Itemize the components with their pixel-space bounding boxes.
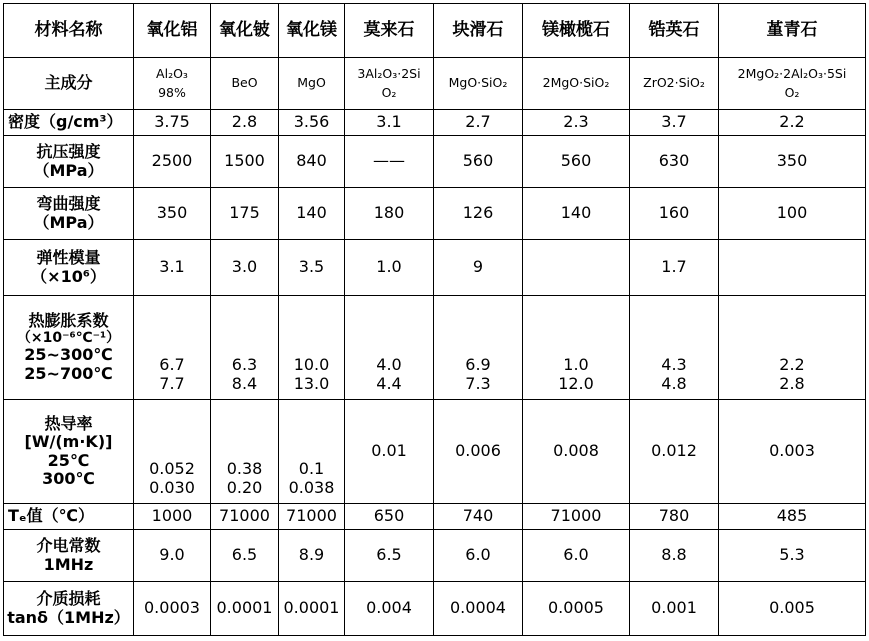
cell-loss: 0.0001 bbox=[279, 582, 345, 636]
comp-2-l1: MgO bbox=[297, 75, 326, 91]
cond-2-a: 0.1 bbox=[298, 459, 325, 479]
exp-7-b: 2.8 bbox=[779, 373, 805, 393]
material-properties-table bbox=[3, 3, 866, 636]
comp-7-l1: 2MgO₂·2Al₂O₃·5Si bbox=[737, 66, 847, 82]
row-elastic-modulus bbox=[4, 240, 866, 296]
cell-dielectric: 8.8 bbox=[630, 530, 719, 582]
cell-composition bbox=[719, 58, 866, 110]
exp-3-b: 4.4 bbox=[376, 373, 402, 393]
cell-compressive: 560 bbox=[523, 136, 630, 188]
exp-7-a: 2.2 bbox=[779, 355, 805, 375]
row-thermal-conductivity bbox=[4, 400, 866, 504]
label-thermal-expansion bbox=[4, 296, 134, 400]
label-conductivity-l3: 25℃ bbox=[47, 450, 90, 470]
cell-loss: 0.0004 bbox=[434, 582, 523, 636]
cell-bending: 175 bbox=[211, 188, 279, 240]
cond-1-b: 0.20 bbox=[226, 477, 263, 497]
row-composition bbox=[4, 58, 866, 110]
header-alumina bbox=[134, 4, 211, 58]
cell-bending: 180 bbox=[345, 188, 434, 240]
label-conductivity-l2: [W/(m·K)] bbox=[24, 432, 113, 452]
row-dielectric-loss bbox=[4, 582, 866, 636]
comp-3-l2: O₂ bbox=[381, 84, 397, 100]
comp-3-l1: 3Al₂O₃·2Si bbox=[357, 66, 421, 82]
cell-dielectric: 5.3 bbox=[719, 530, 866, 582]
label-modulus-l1: 弹性模量 bbox=[36, 248, 101, 268]
cell-modulus: 3.5 bbox=[279, 240, 345, 296]
label-elastic-modulus bbox=[4, 240, 134, 296]
row-compressive-strength bbox=[4, 136, 866, 188]
cell-composition bbox=[345, 58, 434, 110]
comp-6-l1: ZrO2·SiO₂ bbox=[643, 75, 705, 91]
cell-density: 2.8 bbox=[211, 110, 279, 136]
label-density: 密度（g/cm³） bbox=[4, 110, 134, 136]
header-magnesia bbox=[279, 4, 345, 58]
cell-bending: 140 bbox=[523, 188, 630, 240]
cell-expansion bbox=[134, 296, 211, 400]
cell-te: 1000 bbox=[134, 504, 211, 530]
cell-loss: 0.0005 bbox=[523, 582, 630, 636]
cell-bending: 140 bbox=[279, 188, 345, 240]
exp-6-b: 4.8 bbox=[661, 373, 687, 393]
cell-te: 740 bbox=[434, 504, 523, 530]
comp-1-l1: BeO bbox=[231, 75, 258, 91]
label-compressive-l2: （MPa） bbox=[33, 160, 104, 180]
cell-loss: 0.005 bbox=[719, 582, 866, 636]
label-expansion-l4: 25~700℃ bbox=[24, 363, 113, 383]
label-expansion-l1: 热膨胀系数 bbox=[28, 310, 109, 330]
label-expansion-l3: 25~300℃ bbox=[24, 345, 113, 365]
exp-6-a: 4.3 bbox=[661, 355, 687, 375]
cell-composition bbox=[434, 58, 523, 110]
cell-dielectric: 6.5 bbox=[211, 530, 279, 582]
cell-dielectric: 6.5 bbox=[345, 530, 434, 582]
cell-conductivity: 0.008 bbox=[523, 400, 630, 504]
cell-conductivity: 0.012 bbox=[630, 400, 719, 504]
cell-te: 650 bbox=[345, 504, 434, 530]
cell-dielectric: 8.9 bbox=[279, 530, 345, 582]
cell-te: 71000 bbox=[523, 504, 630, 530]
label-conductivity-l4: 300℃ bbox=[42, 468, 95, 488]
exp-0-b: 7.7 bbox=[159, 373, 185, 393]
cond-2-b: 0.038 bbox=[288, 477, 335, 497]
cell-compressive: 2500 bbox=[134, 136, 211, 188]
cell-te: 485 bbox=[719, 504, 866, 530]
cell-density: 2.2 bbox=[719, 110, 866, 136]
label-loss-l1: 介质损耗 bbox=[36, 589, 101, 609]
label-bending-l1: 弯曲强度 bbox=[36, 194, 101, 214]
cell-conductivity: 0.01 bbox=[345, 400, 434, 504]
comp-5-l1: 2MgO·SiO₂ bbox=[542, 75, 610, 91]
label-modulus-l2: （×10⁶） bbox=[31, 266, 106, 286]
cell-compressive: 840 bbox=[279, 136, 345, 188]
cell-bending: 126 bbox=[434, 188, 523, 240]
label-dielectric-loss bbox=[4, 582, 134, 636]
label-dielectric-constant bbox=[4, 530, 134, 582]
header-alumina-text: 氧化铝 bbox=[146, 19, 198, 40]
cell-density: 2.3 bbox=[523, 110, 630, 136]
row-bending-strength bbox=[4, 188, 866, 240]
comp-7-l2: O₂ bbox=[784, 84, 800, 100]
cell-modulus bbox=[719, 240, 866, 296]
cell-expansion bbox=[434, 296, 523, 400]
cell-composition bbox=[279, 58, 345, 110]
label-bending-strength bbox=[4, 188, 134, 240]
label-loss-l2: tanδ（1MHz） bbox=[7, 607, 130, 627]
cond-1-a: 0.38 bbox=[226, 459, 263, 479]
cell-conductivity bbox=[211, 400, 279, 504]
row-te-value bbox=[4, 504, 866, 530]
cell-density: 3.56 bbox=[279, 110, 345, 136]
cell-expansion bbox=[279, 296, 345, 400]
cell-dielectric: 6.0 bbox=[434, 530, 523, 582]
label-conductivity-l1: 热导率 bbox=[44, 413, 93, 433]
cell-bending: 100 bbox=[719, 188, 866, 240]
cell-composition bbox=[211, 58, 279, 110]
label-thermal-conductivity bbox=[4, 400, 134, 504]
cell-density: 2.7 bbox=[434, 110, 523, 136]
cell-modulus: 1.7 bbox=[630, 240, 719, 296]
cell-modulus: 3.0 bbox=[211, 240, 279, 296]
cell-density: 3.75 bbox=[134, 110, 211, 136]
cell-composition bbox=[630, 58, 719, 110]
cond-0-a: 0.052 bbox=[149, 459, 195, 479]
cell-bending: 160 bbox=[630, 188, 719, 240]
cond-0-b: 0.030 bbox=[149, 477, 195, 497]
header-steatite: 块滑石 bbox=[434, 4, 523, 58]
cell-bending: 350 bbox=[134, 188, 211, 240]
cell-conductivity: 0.006 bbox=[434, 400, 523, 504]
exp-2-b: 13.0 bbox=[293, 373, 330, 393]
label-compressive-l1: 抗压强度 bbox=[36, 142, 101, 162]
cell-loss: 0.004 bbox=[345, 582, 434, 636]
exp-4-b: 7.3 bbox=[465, 373, 491, 393]
cell-conductivity: 0.003 bbox=[719, 400, 866, 504]
comp-0-l1: Al₂O₃ bbox=[156, 66, 188, 82]
cell-expansion bbox=[719, 296, 866, 400]
cell-te: 780 bbox=[630, 504, 719, 530]
header-zircon: 锆英石 bbox=[630, 4, 719, 58]
label-dielectric-l1: 介电常数 bbox=[36, 536, 101, 556]
header-row bbox=[4, 4, 866, 58]
cell-dielectric: 6.0 bbox=[523, 530, 630, 582]
header-mullite: 莫来石 bbox=[345, 4, 434, 58]
exp-4-a: 6.9 bbox=[465, 355, 491, 375]
label-te-value: Tₑ值（℃） bbox=[4, 504, 134, 530]
exp-3-a: 4.0 bbox=[376, 355, 402, 375]
cell-composition bbox=[134, 58, 211, 110]
cell-density: 3.7 bbox=[630, 110, 719, 136]
cell-te: 71000 bbox=[211, 504, 279, 530]
cell-expansion bbox=[523, 296, 630, 400]
header-material-name: 材料名称 bbox=[4, 4, 134, 58]
cell-modulus: 3.1 bbox=[134, 240, 211, 296]
exp-1-b: 8.4 bbox=[231, 373, 258, 393]
cell-compressive: 350 bbox=[719, 136, 866, 188]
exp-5-b: 12.0 bbox=[558, 373, 594, 393]
cell-compressive: 1500 bbox=[211, 136, 279, 188]
cell-compressive: —— bbox=[345, 136, 434, 188]
label-dielectric-l2: 1MHz bbox=[43, 554, 94, 574]
label-bending-l2: （MPa） bbox=[33, 212, 104, 232]
cell-te: 71000 bbox=[279, 504, 345, 530]
cell-modulus bbox=[523, 240, 630, 296]
cell-expansion bbox=[211, 296, 279, 400]
row-dielectric-constant bbox=[4, 530, 866, 582]
cell-modulus: 1.0 bbox=[345, 240, 434, 296]
cell-compressive: 630 bbox=[630, 136, 719, 188]
label-expansion-l2: （×10⁻⁶℃⁻¹） bbox=[16, 330, 121, 347]
exp-1-a: 6.3 bbox=[231, 355, 258, 375]
header-forsterite: 镁橄榄石 bbox=[523, 4, 630, 58]
row-thermal-expansion bbox=[4, 296, 866, 400]
header-cordierite: 堇青石 bbox=[719, 4, 866, 58]
cell-loss: 0.001 bbox=[630, 582, 719, 636]
exp-0-a: 6.7 bbox=[159, 355, 185, 375]
cell-compressive: 560 bbox=[434, 136, 523, 188]
cell-conductivity bbox=[134, 400, 211, 504]
header-beryllia bbox=[211, 4, 279, 58]
cell-density: 3.1 bbox=[345, 110, 434, 136]
cell-expansion bbox=[345, 296, 434, 400]
cell-dielectric: 9.0 bbox=[134, 530, 211, 582]
row-density bbox=[4, 110, 866, 136]
header-beryllia-text: 氧化铍 bbox=[219, 19, 270, 40]
cell-modulus: 9 bbox=[434, 240, 523, 296]
cell-loss: 0.0001 bbox=[211, 582, 279, 636]
cell-conductivity bbox=[279, 400, 345, 504]
cell-composition bbox=[523, 58, 630, 110]
comp-4-l1: MgO·SiO₂ bbox=[448, 75, 508, 91]
exp-5-a: 1.0 bbox=[563, 355, 589, 375]
label-composition: 主成分 bbox=[4, 58, 134, 110]
cell-expansion bbox=[630, 296, 719, 400]
label-compressive-strength bbox=[4, 136, 134, 188]
header-magnesia-text: 氧化镁 bbox=[286, 19, 337, 40]
cell-loss: 0.0003 bbox=[134, 582, 211, 636]
exp-2-a: 10.0 bbox=[293, 355, 330, 375]
comp-0-l2: 98% bbox=[158, 84, 186, 100]
